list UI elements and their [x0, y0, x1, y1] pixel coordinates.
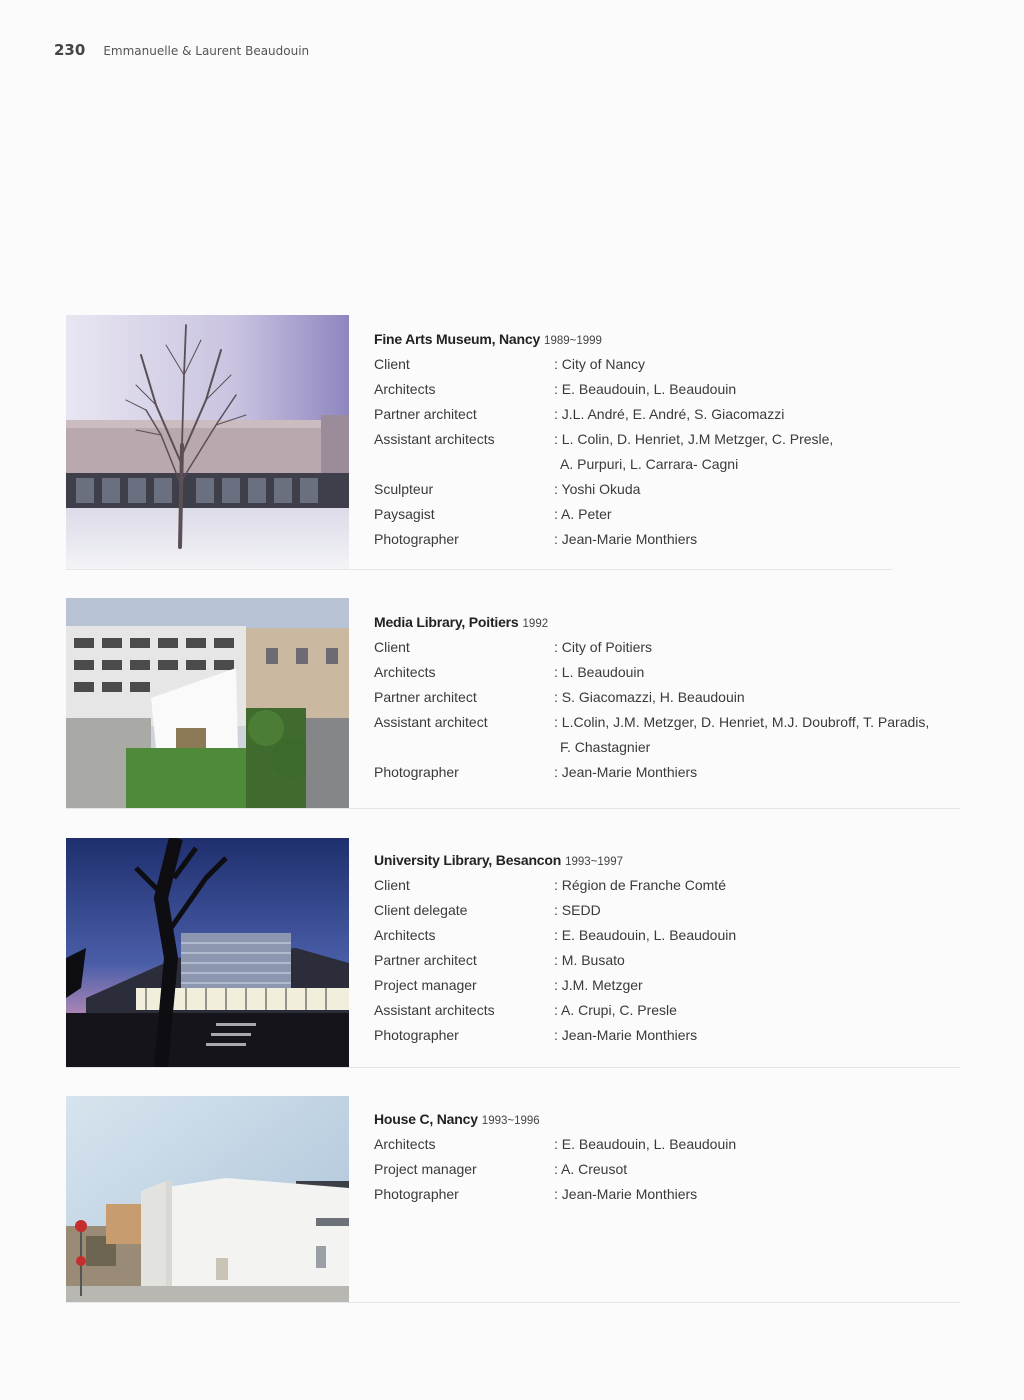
credit-role: Architects	[374, 1136, 436, 1152]
page-header	[54, 41, 309, 59]
project-credits	[374, 1096, 934, 1207]
credit-role: Photographer	[374, 764, 459, 780]
project-photo-university-library	[66, 838, 349, 1067]
credit-row	[374, 427, 934, 477]
credit-row	[374, 1132, 934, 1157]
house-c-photo-illustration	[66, 1096, 349, 1302]
project-credits	[374, 315, 934, 552]
credit-row	[374, 1157, 934, 1182]
credit-row	[374, 760, 934, 785]
credit-value: : E. Beaudouin, L. Beaudouin	[554, 927, 737, 943]
credit-role: Client delegate	[374, 902, 468, 918]
credit-role: Architects	[374, 381, 436, 397]
credit-row	[374, 710, 934, 760]
credit-row	[374, 660, 934, 685]
project-title	[374, 327, 934, 352]
credit-value: : Jean-Marie Monthiers	[554, 764, 698, 780]
project-credits	[374, 838, 934, 1048]
credit-role: Partner architect	[374, 952, 477, 968]
credit-value: : A. Crupi, C. Presle	[554, 1002, 677, 1018]
credit-role: Client	[374, 877, 410, 893]
project-photo-museum	[66, 315, 349, 569]
credit-value: : E. Beaudouin, L. Beaudouin	[554, 381, 737, 397]
credit-row	[374, 377, 934, 402]
media-library-photo-illustration	[66, 598, 349, 808]
credit-value: : A. Creusot	[554, 1161, 628, 1177]
credit-value-multiline	[554, 710, 934, 760]
credit-row	[374, 898, 934, 923]
credit-row	[374, 1023, 934, 1048]
credit-row	[374, 1182, 934, 1207]
project-title-text: University Library, Besancon	[374, 852, 562, 868]
credit-value: : S. Giacomazzi, H. Beaudouin	[554, 689, 745, 705]
credit-role: Photographer	[374, 531, 459, 547]
project-years: 1989~1999	[544, 335, 602, 347]
credit-row	[374, 502, 934, 527]
project-credits	[374, 598, 934, 785]
project-title-text: House C, Nancy	[374, 1111, 478, 1127]
credit-role: Photographer	[374, 1186, 459, 1202]
credit-role: Assistant architects	[374, 1002, 495, 1018]
credit-value: : E. Beaudouin, L. Beaudouin	[554, 1136, 737, 1152]
project-title	[374, 848, 934, 873]
project-years: 1992	[522, 618, 549, 630]
credit-row	[374, 402, 934, 427]
credit-role: Sculpteur	[374, 481, 434, 497]
credit-role: Assistant architect	[374, 714, 488, 730]
section-divider	[66, 1067, 960, 1068]
credit-value: : Yoshi Okuda	[554, 481, 641, 497]
page-number: 230	[54, 41, 86, 59]
credit-role: Client	[374, 639, 410, 655]
credit-value-line2: F. Chastagnier	[560, 739, 651, 755]
credit-row	[374, 923, 934, 948]
credit-row	[374, 948, 934, 973]
credit-value: : SEDD	[554, 902, 601, 918]
credit-row	[374, 973, 934, 998]
credit-role: Paysagist	[374, 506, 435, 522]
credit-role: Architects	[374, 664, 436, 680]
project-photo-media-library	[66, 598, 349, 808]
credit-value: : M. Busato	[554, 952, 625, 968]
project-years: 1993~1996	[481, 1115, 540, 1127]
credit-value: : Région de Franche Comté	[554, 877, 726, 893]
credit-row	[374, 352, 934, 377]
credit-value: : J.L. André, E. André, S. Giacomazzi	[554, 406, 785, 422]
project-years: 1993~1997	[565, 856, 623, 868]
credit-row	[374, 685, 934, 710]
credit-value: : City of Nancy	[554, 356, 646, 372]
credit-row	[374, 527, 934, 552]
credit-value: : City of Poitiers	[554, 639, 653, 655]
credit-value-line1: : L. Colin, D. Henriet, J.M Metzger, C. Presle,	[554, 431, 834, 447]
project-title-text: Fine Arts Museum, Nancy	[374, 331, 541, 347]
section-divider	[66, 1302, 960, 1303]
credit-value: : A. Peter	[554, 506, 612, 522]
credit-value-multiline	[554, 427, 934, 477]
credit-value: : L. Beaudouin	[554, 664, 645, 680]
credit-role: Partner architect	[374, 689, 477, 705]
credit-row	[374, 998, 934, 1023]
running-head-author: Emmanuelle & Laurent Beaudouin	[103, 44, 310, 58]
credit-value: : Jean-Marie Monthiers	[554, 531, 698, 547]
credit-row	[374, 873, 934, 898]
credit-row	[374, 635, 934, 660]
credit-value: : Jean-Marie Monthiers	[554, 1186, 698, 1202]
credit-row	[374, 477, 934, 502]
project-title	[374, 1107, 934, 1132]
section-divider	[66, 569, 892, 570]
credit-role: Photographer	[374, 1027, 459, 1043]
project-title	[374, 610, 934, 635]
section-divider	[66, 808, 960, 809]
university-library-photo-illustration	[66, 838, 349, 1067]
credit-role: Architects	[374, 927, 436, 943]
museum-photo-illustration	[66, 315, 349, 569]
credit-role: Project manager	[374, 1161, 477, 1177]
credit-role: Project manager	[374, 977, 477, 993]
project-title-text: Media Library, Poitiers	[374, 614, 519, 630]
credit-role: Assistant architects	[374, 431, 495, 447]
credit-role: Partner architect	[374, 406, 477, 422]
credit-value-line1: : L.Colin, J.M. Metzger, D. Henriet, M.J. Doubroff, T. Paradis,	[554, 714, 930, 730]
credit-value: : J.M. Metzger	[554, 977, 643, 993]
project-photo-house-c	[66, 1096, 349, 1302]
credit-role: Client	[374, 356, 410, 372]
credit-value-line2: A. Purpuri, L. Carrara- Cagni	[560, 456, 739, 472]
credit-value: : Jean-Marie Monthiers	[554, 1027, 698, 1043]
